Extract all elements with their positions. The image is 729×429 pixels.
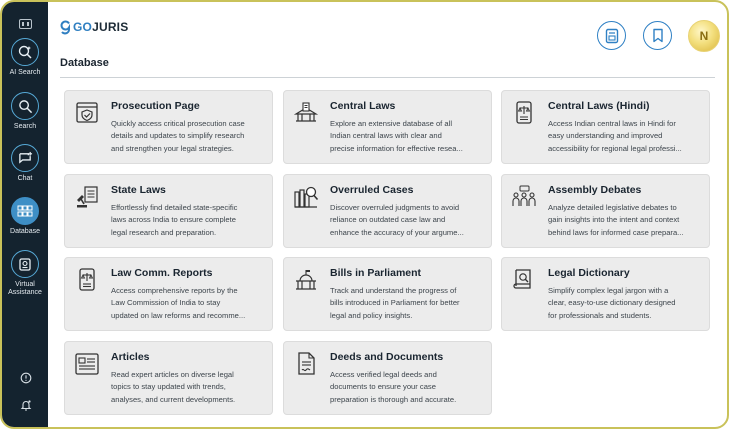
sidebar-item-label: AI Search [9,69,41,76]
card-description: Explore an extensive database of all Indian central laws with clear and precise information for effective resea... [330,119,463,153]
card-title: Assembly Debates [548,184,642,196]
card-central-laws[interactable] [283,90,492,164]
virtual-assistance-icon [11,250,39,278]
card-title: Legal Dictionary [548,267,630,279]
card-description: Simplify complex legal jargon with a clear, easy-to-use dictionary designed for professionals and students. [548,286,676,320]
card-title: Prosecution Page [111,100,200,112]
card-title: Articles [111,351,150,363]
notification-bell-icon[interactable] [20,399,32,411]
sidebar-item-label: Chat [17,175,33,182]
card-title: State Laws [111,184,166,196]
sidebar-item-database[interactable] [2,197,48,236]
sidebar [2,2,48,427]
bookmark-button[interactable] [643,21,672,50]
gojuris-logo-icon [60,19,71,35]
search-icon [11,92,39,120]
card-description: Analyze detailed legislative debates to gain insights into the intent and context behind laws for informed case prepara... [548,203,684,237]
law-comm-reports-icon [74,267,100,293]
card-title: Bills in Parliament [330,267,422,279]
bills-in-parliament-icon [293,267,319,293]
card-deeds-and-documents[interactable] [283,341,492,415]
sidebar-item-label: Search [13,123,37,130]
info-icon[interactable] [20,372,32,384]
card-central-laws-hindi[interactable] [501,90,710,164]
card-prosecution-page[interactable] [64,90,273,164]
saved-documents-icon [605,28,619,44]
sidebar-item-virtual-assistance[interactable] [2,250,48,297]
card-title: Overruled Cases [330,184,414,196]
card-title: Central Laws (Hindi) [548,100,650,112]
page-title: Database [60,57,109,69]
title-divider [60,77,715,78]
sidebar-item-chat[interactable] [2,144,48,183]
central-laws-hindi-icon [511,100,537,126]
sidebar-item-label: Database [10,228,40,235]
card-description: Quickly access critical prosecution case details and updates to simplify research and strengthen your legal strategies. [111,119,245,153]
saved-documents-button[interactable] [597,21,626,50]
database-icon [11,197,39,225]
ai-search-icon [11,38,39,66]
card-description: Discover overruled judgments to avoid reliance on outdated case law and enhance the accuracy of your argume... [330,203,464,237]
overruled-cases-icon [293,184,319,210]
sidebar-item-label-line2: Assistance [8,289,42,296]
sidebar-item-label-line1: Virtual [15,281,35,288]
card-description: Access comprehensive reports by the Law Commission of India to stay updated on law reforms and recomme... [111,286,246,320]
logo-text: GOJURIS [73,20,129,34]
prosecution-page-icon [74,100,100,126]
sidebar-item-ai-search[interactable] [2,38,48,77]
card-bills-in-parliament[interactable] [283,257,492,331]
card-articles[interactable] [64,341,273,415]
bookmark-icon [652,28,664,43]
card-description: Access verified legal deeds and documents to ensure your case preparation is thorough and accurate. [330,370,457,404]
sidebar-item-search[interactable] [2,92,48,131]
avatar-initial: N [699,29,709,43]
card-legal-dictionary[interactable] [501,257,710,331]
card-law-comm-reports[interactable] [64,257,273,331]
articles-icon [74,351,100,377]
central-laws-icon [293,100,319,126]
user-avatar[interactable] [688,20,720,52]
card-state-laws[interactable] [64,174,273,248]
chat-icon [11,144,39,172]
state-laws-icon [74,184,100,210]
card-description: Access Indian central laws in Hindi for easy understanding and improved accessibility for regional legal professi... [548,119,682,153]
sidebar-toggle-icon[interactable] [19,19,32,29]
legal-dictionary-icon [511,267,537,293]
card-title: Central Laws [330,100,396,112]
deeds-and-documents-icon [293,351,319,377]
card-title: Deeds and Documents [330,351,444,363]
card-description: Read expert articles on diverse legal topics to stay updated with trends, analyses, and current developments. [111,370,236,404]
card-description: Track and understand the progress of bills introduced in Parliament for better legal and policy insights. [330,286,460,320]
card-assembly-debates[interactable] [501,174,710,248]
card-overruled-cases[interactable] [283,174,492,248]
top-bar [48,2,727,72]
assembly-debates-icon [511,184,537,210]
card-description: Effortlessly find detailed state-specific laws across India to ensure complete legal research and preparation. [111,203,238,237]
card-title: Law Comm. Reports [111,267,213,279]
gojuris-logo[interactable] [60,19,128,35]
